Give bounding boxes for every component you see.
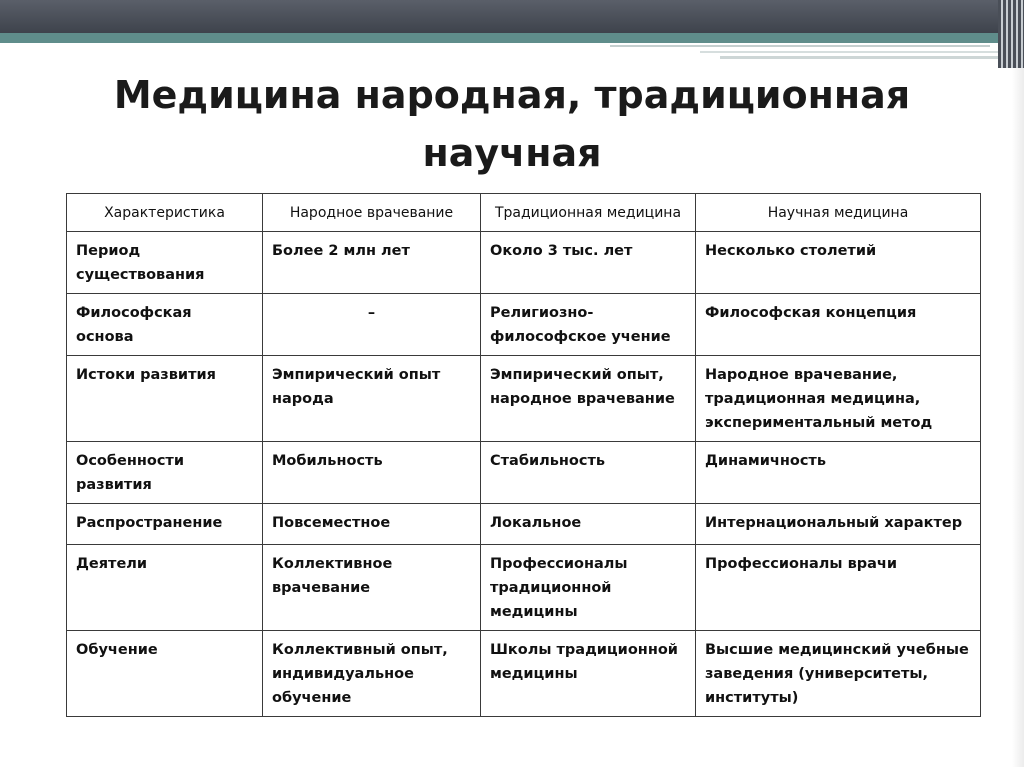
- decorative-line: [720, 56, 1010, 59]
- table-cell: Религиозно-философское учение: [481, 294, 696, 356]
- page-title: [40, 66, 984, 182]
- table-row: [67, 232, 981, 294]
- table-cell: Коллективное врачевание: [263, 545, 481, 631]
- table-cell: Философская концепция: [696, 294, 981, 356]
- decorative-line: [610, 45, 990, 47]
- title-line-2: научная: [422, 131, 602, 175]
- table-cell: Стабильность: [481, 442, 696, 504]
- row-label: Обучение: [67, 631, 263, 717]
- decorative-line: [700, 51, 1000, 53]
- table-cell: Высшие медицинский учебные заведения (университеты, институты): [696, 631, 981, 717]
- table-header-row: [67, 194, 981, 232]
- row-label: Истоки развития: [67, 356, 263, 442]
- column-header: Научная медицина: [696, 194, 981, 232]
- column-header: Народное врачевание: [263, 194, 481, 232]
- column-header: Характеристика: [67, 194, 263, 232]
- row-label: Особенности развития: [67, 442, 263, 504]
- table-cell: Коллективный опыт, индивидуальное обучение: [263, 631, 481, 717]
- title-line-1: Медицина народная, традиционная: [113, 73, 911, 117]
- table-cell: Несколько столетий: [696, 232, 981, 294]
- table-cell: Профессионалы традиционной медицины: [481, 545, 696, 631]
- row-label: Распространение: [67, 504, 263, 545]
- row-label: Период существования: [67, 232, 263, 294]
- table-cell: Локальное: [481, 504, 696, 545]
- comparison-table: [66, 193, 981, 717]
- table-cell: Народное врачевание, традиционная медицина, экспериментальный метод: [696, 356, 981, 442]
- table-cell: Динамичность: [696, 442, 981, 504]
- table-row: [67, 631, 981, 717]
- corner-decoration: [998, 0, 1024, 68]
- page-edge-shadow: [1012, 68, 1024, 767]
- table-row: [67, 504, 981, 545]
- table-row: [67, 294, 981, 356]
- header-accent-band: [0, 33, 1024, 43]
- table-cell: Более 2 млн лет: [263, 232, 481, 294]
- table-row: [67, 442, 981, 504]
- table-row: [67, 356, 981, 442]
- header-band: [0, 0, 1024, 33]
- table-cell: –: [263, 294, 481, 356]
- table-cell: Повсеместное: [263, 504, 481, 545]
- table-cell: Профессионалы врачи: [696, 545, 981, 631]
- table-cell: Эмпирический опыт народа: [263, 356, 481, 442]
- table-cell: Школы традиционной медицины: [481, 631, 696, 717]
- row-label: Деятели: [67, 545, 263, 631]
- table-cell: Около 3 тыс. лет: [481, 232, 696, 294]
- column-header: Традиционная медицина: [481, 194, 696, 232]
- table-row: [67, 545, 981, 631]
- row-label: Философская основа: [67, 294, 263, 356]
- table-cell: Мобильность: [263, 442, 481, 504]
- table-cell: Интернациональный характер: [696, 504, 981, 545]
- table-cell: Эмпирический опыт, народное врачевание: [481, 356, 696, 442]
